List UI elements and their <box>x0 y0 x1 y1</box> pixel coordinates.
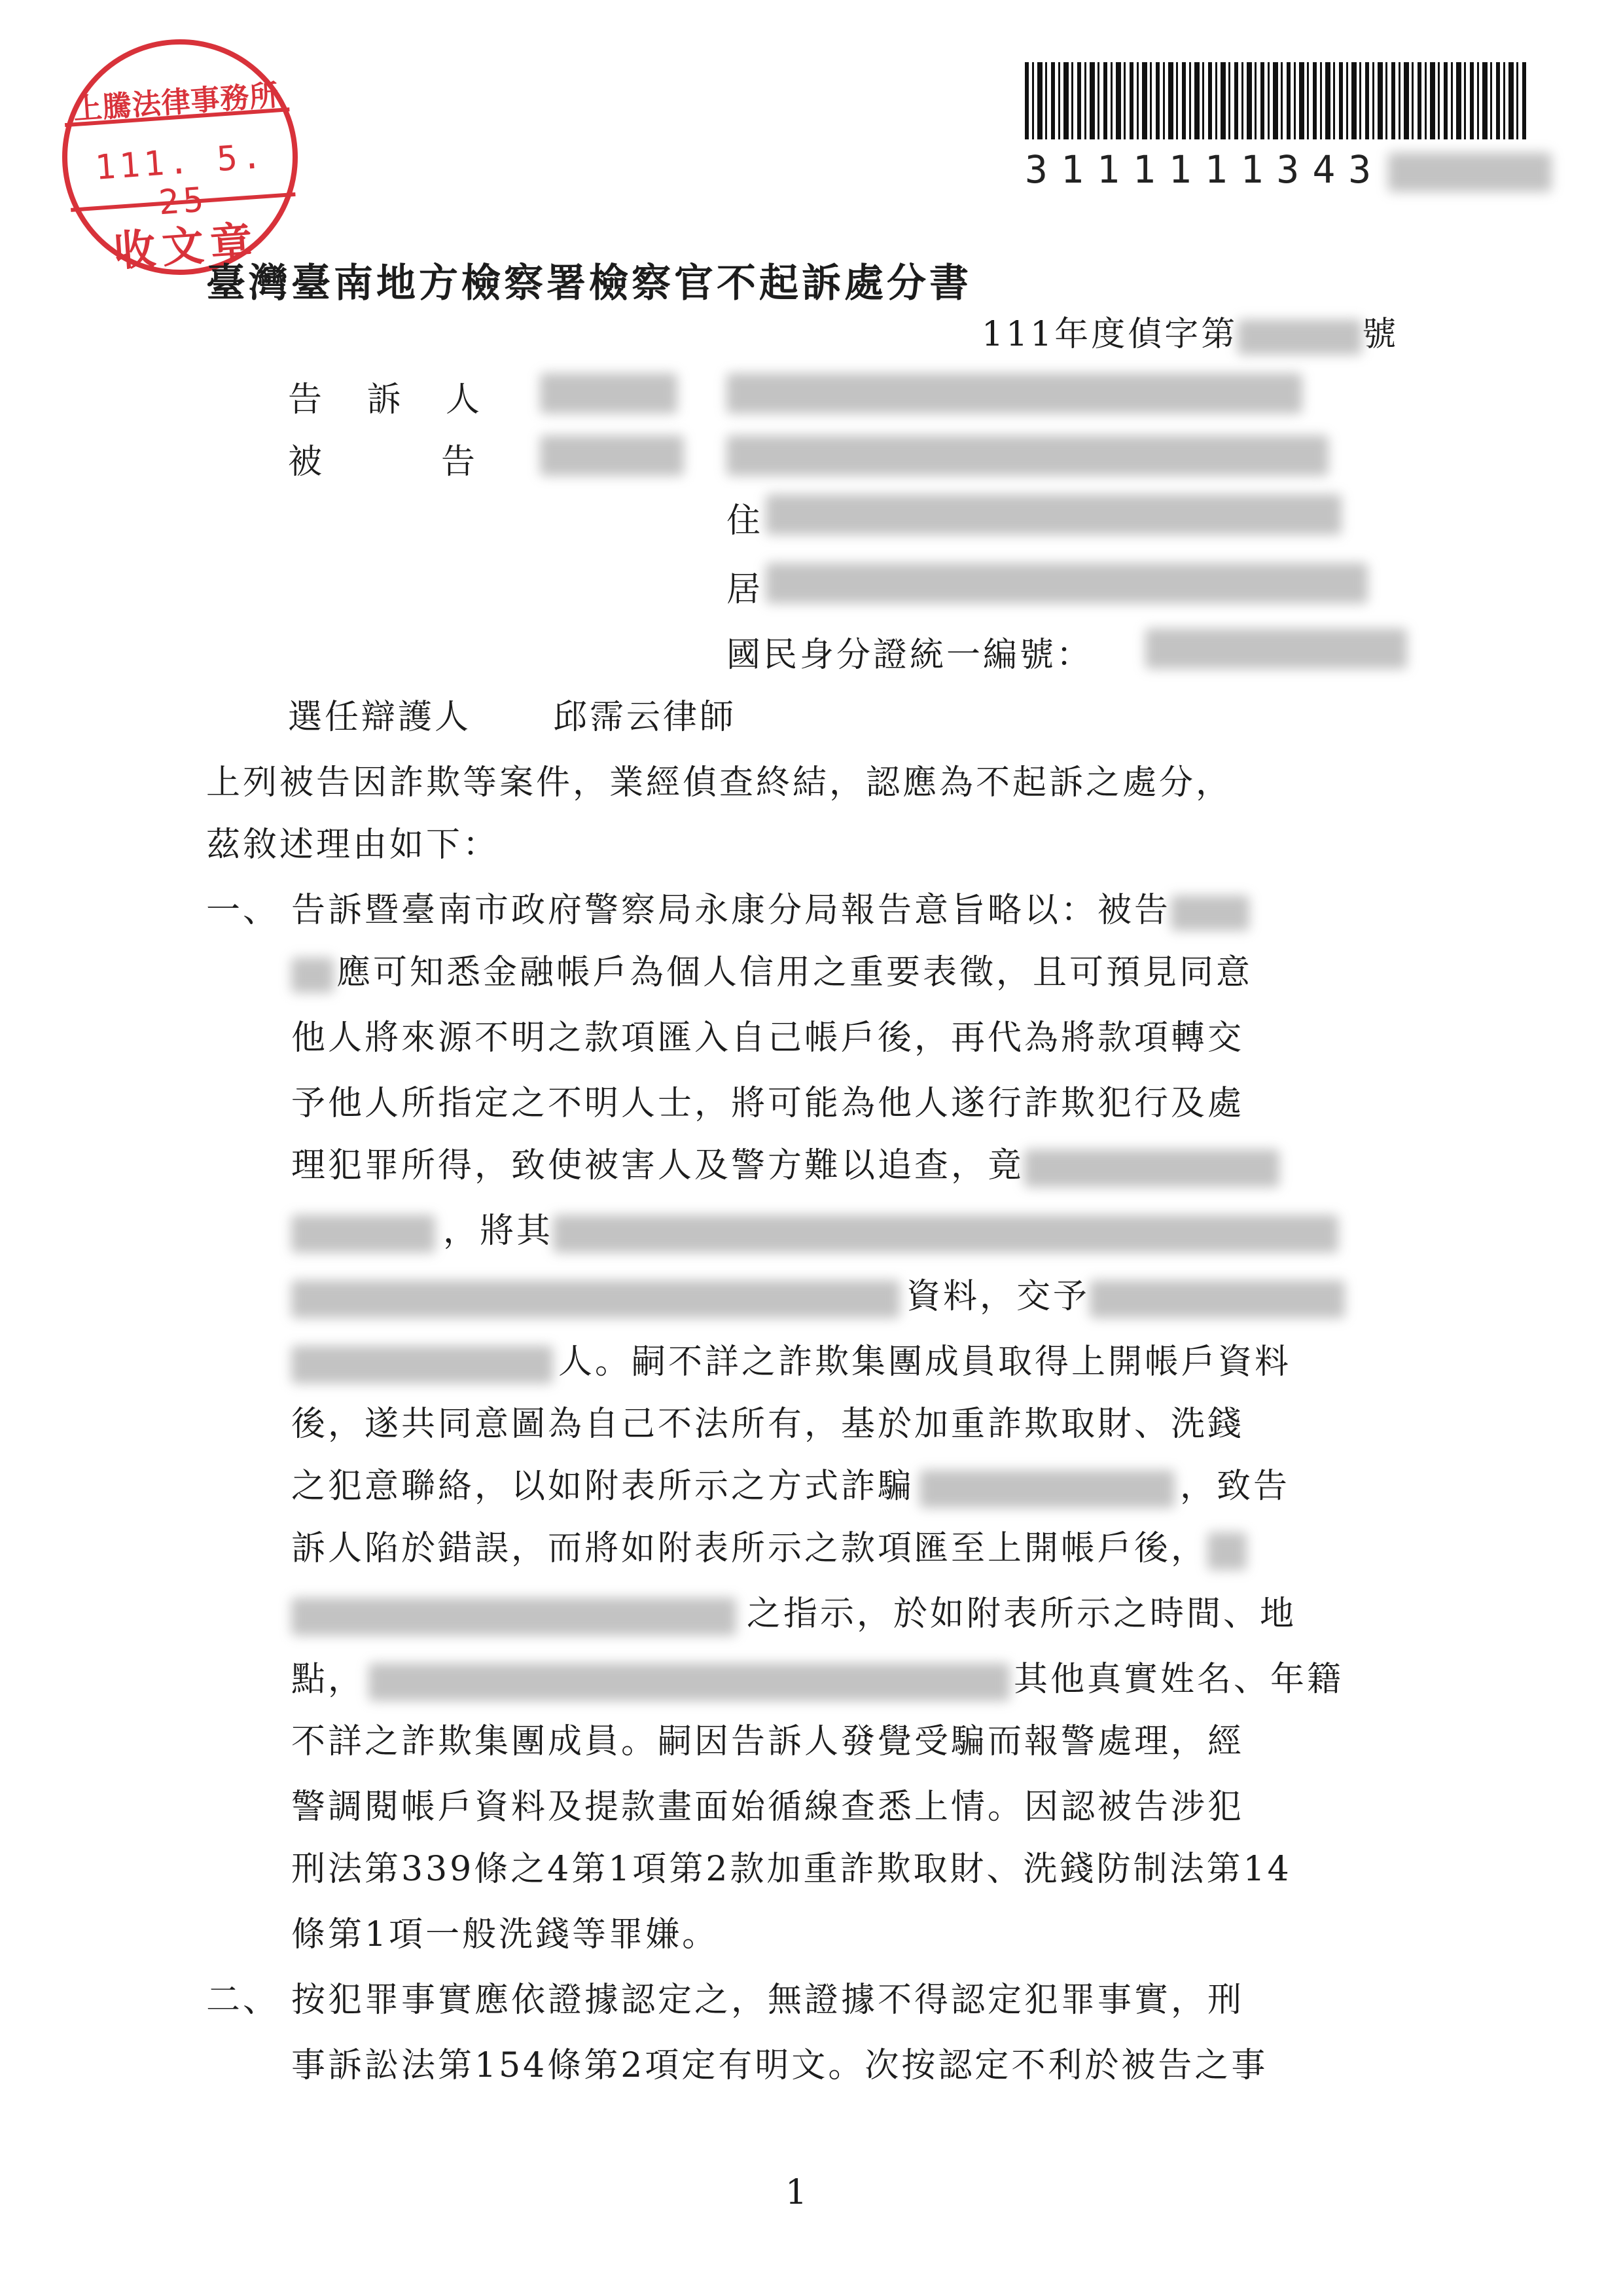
section-1-line: 條第1項一般洗錢等罪嫌。 <box>291 1915 719 1954</box>
section-1-marker: 一、 <box>206 891 280 930</box>
section-1-line: 刑法第339條之4第1項第2款加重詐欺取財、洗錢防制法第14 <box>291 1850 1292 1889</box>
redacted-dwelling <box>766 563 1368 603</box>
section-2-marker: 二、 <box>206 1981 280 2020</box>
section-1-line: 後，遂共同意圖為自己不法所有，基於加重詐欺取財、洗錢 <box>291 1405 1245 1444</box>
defendant-label: 被 告 <box>288 442 493 482</box>
redacted-defendant-detail <box>726 435 1329 476</box>
section-1-line: 訴人陷於錯誤，而將如附表所示之款項匯至上開帳戶後， <box>291 1532 1247 1570</box>
id-number-label: 國民身分證統一編號： <box>726 636 1094 675</box>
section-1-line: 予他人所指定之不明人士，將可能為他人遂行詐欺犯行及處 <box>291 1084 1245 1123</box>
redacted-complainant <box>540 373 677 414</box>
section-1-line: 不詳之詐欺集團成員。嗣因告訴人發覺受騙而報警處理，經 <box>291 1722 1245 1761</box>
case-number-prefix: 111年度偵字第 <box>982 315 1238 354</box>
defense-counsel-label: 選任辯護人 <box>288 698 472 737</box>
redacted-id-number <box>1145 628 1407 669</box>
case-number-suffix: 號 <box>1362 315 1399 354</box>
defense-counsel-name: 邱霈云律師 <box>553 698 737 737</box>
section-2-line: 事訴訟法第154條第2項定有明文。次按認定不利於被告之事 <box>291 2046 1268 2085</box>
section-1-line: 點， 其他真實姓名、年籍 <box>291 1662 1344 1701</box>
section-1-line: 警調閱帳戶資料及提款畫面始循線查悉上情。因認被告涉犯 <box>291 1787 1245 1827</box>
section-1-line: 之指示，於如附表所示之時間、地 <box>291 1597 1296 1636</box>
document-title: 臺灣臺南地方檢察署檢察官不起訴處分書 <box>206 260 972 306</box>
complainant-label: 告 訴 人 <box>288 380 497 420</box>
section-1-line: 告訴暨臺南市政府警察局永康分局報告意旨略以：被告 <box>291 893 1249 931</box>
intro-line: 茲敘述理由如下： <box>206 825 500 865</box>
received-stamp <box>54 31 306 283</box>
section-1-line: 人。嗣不詳之詐欺集團成員取得上開帳戶資料 <box>291 1345 1291 1384</box>
barcode-number: 3111111343 <box>1025 147 1552 192</box>
stamp-date: 111. 5. 25 <box>94 136 267 223</box>
section-2-line: 按犯罪事實應依證據認定之，無證據不得認定犯罪事實，刑 <box>291 1981 1245 2020</box>
intro-line: 上列被告因詐欺等案件，業經偵查終結，認應為不起訴之處分， <box>206 763 1233 802</box>
redacted-complainant-detail <box>726 373 1302 414</box>
redacted-defendant <box>540 435 684 476</box>
section-1-line: ，將其 <box>291 1214 1338 1253</box>
section-1-line: 應可知悉金融帳戶為個人信用之重要表徵，且可預見同意 <box>291 956 1253 993</box>
section-1-line: 他人將來源不明之款項匯入自己帳戶後，再代為將款項轉交 <box>291 1018 1245 1058</box>
residence-label: 住 <box>726 501 764 541</box>
dwelling-label: 居 <box>726 570 764 609</box>
section-1-line: 之犯意聯絡，以如附表所示之方式詐騙 ，致告 <box>291 1469 1290 1508</box>
section-1-line: 資料，交予 <box>291 1280 1345 1318</box>
barcode-image <box>1025 62 1529 139</box>
section-1-line: 理犯罪所得，致使被害人及警方難以追查，竟 <box>291 1149 1279 1187</box>
stamp-label: 收文章 <box>112 218 260 277</box>
case-number <box>982 317 1399 355</box>
stamp-firm-name: 上騰法律事務所 <box>72 79 281 127</box>
page-number: 1 <box>785 2173 808 2212</box>
redacted-residence <box>766 494 1342 535</box>
